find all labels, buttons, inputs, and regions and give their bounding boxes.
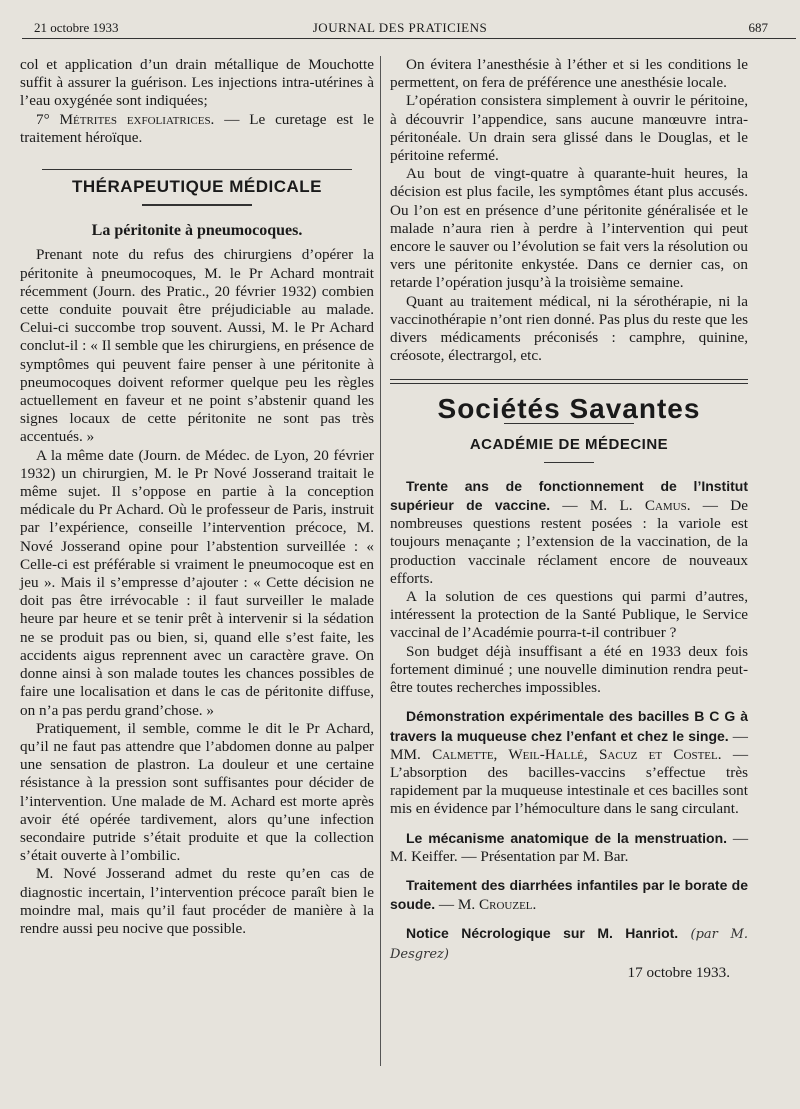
communication	[390, 477, 748, 588]
section-title: THÉRAPEUTIQUE MÉDICALE	[72, 177, 322, 197]
paragraph: A la même date (Journ. de Médec. de Lyon, 20 février 1932) un chirurgien, M. le Pr Nové Josserand traitait le même sujet. Il s’oppose en partie à la conception médicale du Pr Achard. Où le professeur de Paris, instruit par l’expérience, conseille l’intervention précoce, M. Nové Josserand opine pour l’abstention surveillée : « Celle-ci est préférable si vraiment le pneumocoque est en jeu ». Mais il s’empresse d’ajouter : « Cette décision ne doit pas être irrévocable : il faut surveiller le malade heure par heure et se tenir prêt à intervenir si la sédation ne se produit pas ou bien, si, quand elle s’est faite, les accidents aigus reprennent avec un caractère grave. On donne ainsi à son malade toutes les chances possibles de faire une localisation et dans le cas de péritonite diffuse, on n’a pas perdu grand’chose. »	[20, 446, 374, 719]
communication-author: — M. Crouzel.	[435, 896, 537, 914]
communication-title: Trente ans de fonctionnement de l’Institut supérieur de vaccine.	[390, 477, 748, 514]
academie-rule	[544, 462, 594, 463]
paragraph: Quant au traitement médical, ni la sérothérapie, ni la vaccinothérapie n’ont rien donné. Pas plus du reste que les divers médicaments préconisés : camphre, quinine, créosote, électrargol, etc.	[390, 292, 748, 365]
handwritten-annotation: (par M. Desgrez)	[390, 927, 749, 962]
section-rule-bottom	[142, 204, 252, 206]
section-rule-top	[42, 169, 352, 170]
communication-author: — M. L. Camus.	[550, 497, 691, 515]
paragraph: Pratiquement, il semble, comme le dit le Pr Achard, qu’il ne faut pas attendre que l’abdomen donne au palper une sensation de plastron. La douleur et une certaine résistance à la pression sont suffisantes pour décider de l’intervention. Une malade de M. Achard est morte après avoir été opérée tardivement, alors qu’une infection secondaire putride s’était produite et que la collection s’était ouverte à l’ombilic.	[20, 719, 374, 865]
item-heading: Métrites exfoliatrices.	[59, 110, 215, 128]
header-date: 21 octobre 1933	[34, 20, 119, 35]
header-page-number: 687	[748, 20, 768, 35]
communication-author: — M. Keiffer. — Présentation par M. Bar.	[390, 829, 748, 865]
header-rule	[22, 38, 796, 39]
notice-date: 17 octobre 1933.	[627, 963, 730, 981]
item-text: — Le curetage est le traitement héroïque.	[20, 110, 374, 146]
item-number: 7°	[36, 110, 60, 128]
paragraph: Son budget déjà insuffisant a été en 1933 deux fois fortement diminué ; une nouvelle diminution rendra peut-être toutes recherches impossibles.	[390, 642, 748, 697]
paragraph: On évitera l’anesthésie à l’éther et si les conditions le permettent, on fera de préférence une anesthésie locale.	[390, 56, 748, 92]
communication	[390, 707, 748, 818]
communication-title: Démonstration expérimentale des bacilles B C G à travers la muqueuse chez l’enfant et chez le singe.	[390, 708, 748, 744]
academie-title: ACADÉMIE DE MÉDECINE	[469, 435, 669, 453]
communication	[390, 829, 748, 866]
paragraph: Au bout de vingt-quatre à quarante-huit heures, la décision est plus facile, les symptômes étant plus accusés. Ou l’on est en présence d’une péritonite généralisée et le malade n’aura rien à perdre à l’intervention qui peut encore le sauver ou l’évolution se fait vers la résolution ou vers une péritonite enkystée. Dans ce dernier cas, on retarde l’opération jusqu’à la troisième semaine.	[390, 165, 748, 292]
article-title: La péritonite à pneumocoques.	[91, 222, 303, 240]
communication-text: — De nombreuses questions restent posées : la variole est toujours menaçante ; l’extension de la vaccination, de la production vaccinale réclament encore de nouveaux efforts.	[390, 497, 748, 587]
societes-title: Sociétés Savantes	[437, 393, 701, 425]
header-title: JOURNAL DES PRATICIENS	[312, 20, 488, 35]
paragraph: col et application d’un drain métallique de Mouchotte suffit à assurer la guérison. Les injections intra-utérines à l’eau oxygénée sont indiquées;	[20, 56, 374, 110]
paragraph	[20, 111, 374, 147]
communication-title: Le mécanisme anatomique de la menstruation.	[406, 829, 728, 846]
paragraph: A la solution de ces questions qui parmi d’autres, intéressent la protection de la Santé Publique, le Service vaccinal de l’Académie pourra-t-il contribuer ?	[390, 588, 748, 642]
communication-text: — L’absorption des bacilles-vaccins s’effectue très rapidement par la muqueuse intestinale et ces bacilles sont mis en évidence par l’hémoculture dans le sang circulant.	[390, 745, 748, 818]
communication-title: Notice Nécrologique sur M. Hanriot.	[406, 925, 679, 942]
paragraph: M. Nové Josserand admet du reste qu’en cas de diagnostic incertain, l’intervention précoce paraît bien le moindre mal, mais qu’il faut procéder de manière à la rendre aussi peu nocive que possible.	[20, 865, 374, 937]
communication	[390, 924, 748, 963]
paragraph: L’opération consistera simplement à ouvrir le péritoine, à découvrir l’appendice, sans aucune manœuvre intra-péritonéale. Un drain sera glissé dans le Douglas, et le péritoine refermé.	[390, 92, 748, 165]
paragraph: Prenant note du refus des chirurgiens d’opérer la péritonite à pneumocoques, M. le Pr Achard montrait récemment (Journ. des Pratic., 20 février 1932) combien cette conduite pouvait être préjudiciable au malade. Celui-ci succombe trop souvent. Aussi, M. le Pr Achard conclut-il : « Il semble que les chirurgiens, en présence de symptômes qui peuvent faire penser à une péritonite à pneumocoques doivent reformer quelque peu les règles actuellement en faveur et ne point s’abstenir quand les signes locaux de cette péritonite ne sont pas très accentués. »	[20, 246, 374, 446]
section-double-rule	[390, 379, 748, 384]
communication-author: — MM. Calmette, Weil-Hallé, Sacuz et Costel.	[390, 727, 748, 763]
page-header	[22, 18, 778, 40]
column-divider	[380, 56, 381, 1066]
right-column	[390, 56, 748, 982]
left-column	[20, 56, 374, 938]
communication	[390, 876, 748, 914]
communication-title: Traitement des diarrhées infantiles par le borate de soude.	[390, 876, 748, 913]
